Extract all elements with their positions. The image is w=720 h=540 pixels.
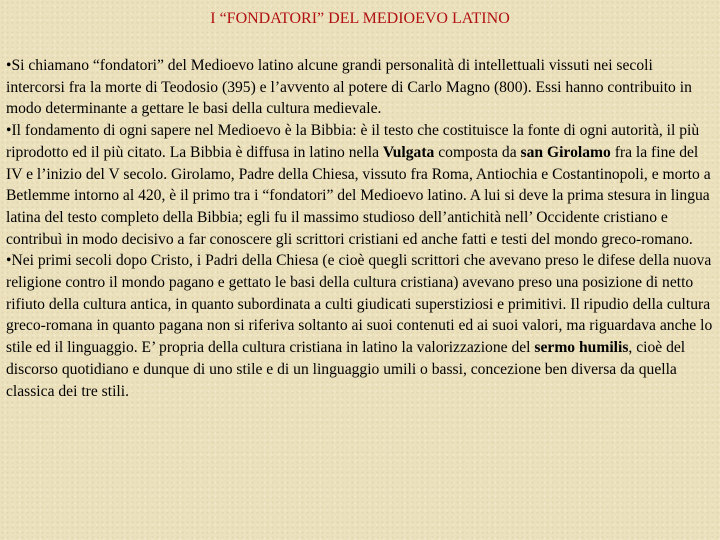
paragraph-text: composta da xyxy=(434,143,521,161)
bullet: • xyxy=(6,252,12,270)
paragraph-text: Si chiamano “fondatori” del Medioevo latino alcune grandi personalità di intellettuali vissuti nei secoli intercorsi fra la morte di Teodosio (395) e l’avvento al potere di Carlo Magno (800). Essi hanno contribuito in modo determinante a gettare le basi della cultura medievale. xyxy=(6,57,692,118)
bullet: • xyxy=(6,122,12,140)
term-vulgata: Vulgata xyxy=(382,143,435,161)
slide-title: I “FONDATORI” DEL MEDIOEVO LATINO xyxy=(210,10,510,27)
paragraph-fondatori xyxy=(6,55,714,120)
paragraph-text: , cioè del discorso quotidiano e dunque di uno stile e di un linguaggio umili o bassi, concezione ben diversa da quella classica dei tre stili. xyxy=(6,339,686,400)
bullet: • xyxy=(6,57,12,74)
paragraph-padri-chiesa xyxy=(6,250,714,402)
paragraph-text: fra la fine del IV e l’inizio del V secolo. Girolamo, Padre della Chiesa, vissuto fra Roma, Antiochia e Costantinopoli, e morto a Betlemme intorno al 420, è il primo tra i “fondatori” del Medioevo latino. A lui si deve la prima stesura in lingua latina del testo completo della Bibbia; egli fu il massimo studioso dell’antichità nell’ Occidente cristiano e contribuì in modo decisivo a far conoscere gli scrittori cristiani ed anche fatti e testi del mondo greco-romano. xyxy=(6,143,711,248)
term-san-girolamo: san Girolamo xyxy=(520,143,611,161)
term-sermo-humilis: sermo humilis xyxy=(534,339,629,357)
paragraph-text: Il fondamento di ogni sapere nel Medioevo è la Bibbia: è il testo che costituisce la fonte di ogni autorità, il più riprodotto ed il più citato. La Bibbia è diffusa in latino nella xyxy=(6,122,700,161)
paragraph-bibbia xyxy=(6,120,714,250)
slide-body xyxy=(6,55,714,402)
paragraph-text: Nei primi secoli dopo Cristo, i Padri della Chiesa (e cioè quegli scrittori che avevano preso le difese della nuova religione contro il mondo pagano e gettato le basi della cultura cristiana) avevano preso una posizione di netto rifiuto della cultura antica, in quanto subordinata a culti giudicati superstiziosi e primitivi. Il ripudio della cultura greco-romana in quanto pagana non si riferiva soltanto ai suoi contenuti ed ai suoi valori, ma riguardava anche lo stile ed il linguaggio. E’ propria della cultura cristiana in latino la valorizzazione del xyxy=(6,252,713,357)
